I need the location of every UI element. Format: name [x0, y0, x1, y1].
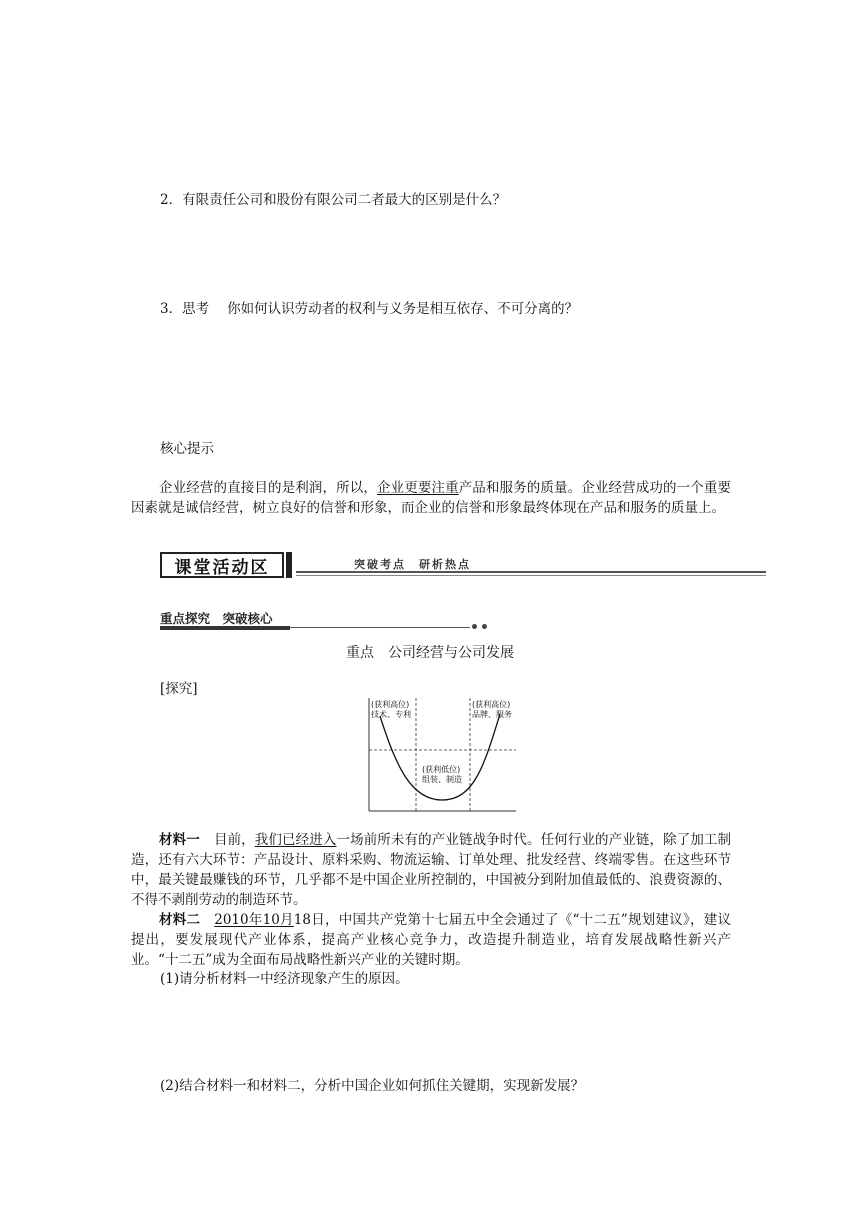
material-2-month-char: 月 — [279, 912, 294, 928]
banner-rule-thin — [296, 575, 766, 576]
material-2-text: 日，中国共产党第十七届五中全会通过了《“十二五”规划建议》，建议提出，要发展现代产业体系，提高产业核心竞争力，改造提升制造业，培育发展战略性新兴产业。“十二五”成为全面布局战略性新兴产业的关键时期。 — [131, 912, 731, 968]
material-2 — [131, 910, 731, 970]
core-text-a: 企业经营的直接目的是利润，所以， — [159, 480, 377, 496]
section-rule-thin — [290, 627, 470, 628]
right-label-2: 品牌、服务 — [472, 710, 512, 719]
question-2: 2．有限责任公司和股份有限公司二者最大的区别是什么？ — [160, 192, 507, 208]
core-text-b: 产品和服务的质量。企业经营成功的一个重要因素就是诚信经营，树立良好的信誉和形象，而企业的信誉和形象最终体现在产品和服务的质量上。 — [131, 480, 732, 516]
left-label-1: (获利高位) — [371, 700, 410, 709]
sub-question-1: (1)请分析材料一中经济现象产生的原因。 — [160, 971, 409, 987]
bottom-label-1: (获利低位) — [422, 765, 461, 774]
material-2-year: 2010 — [214, 912, 249, 928]
question-3-text: 你如何认识劳动者的权利与义务是相互依存、不可分离的？ — [227, 301, 579, 317]
material-1 — [131, 830, 731, 910]
smile-curve — [380, 714, 500, 800]
material-2-year-char: 年 — [248, 912, 263, 928]
explore-label: [探究] — [160, 681, 198, 697]
classroom-activity-banner: 课堂活动区 — [160, 552, 284, 578]
material-1-text: 一场前所未有的产业链战争时代。任何行业的产业链，除了加工制造，还有六大环节：产品设计、原料采购、物流运输、订单处理、批发经营、终端零售。在这些环节中，最关键最赚钱的环节，几乎都不是中国企业所控制的，中国被分到附加值最低的、浪费资源的、不得不剥削劳动的制造环节。 — [131, 832, 732, 908]
question-3 — [160, 300, 578, 318]
core-paragraph — [131, 478, 731, 518]
material-2-label: 材料二 — [159, 912, 201, 928]
core-heading: 核心提示 — [160, 441, 214, 457]
banner-rule — [296, 571, 766, 573]
section-dot — [482, 624, 487, 629]
section-dot — [472, 624, 477, 629]
core-text-underlined: 企业更要注重 — [376, 480, 459, 496]
right-label-1: (获利高位) — [472, 700, 511, 709]
bottom-label-2: 组装、制造 — [422, 775, 462, 784]
banner-subtitle: 突破考点 研析热点 — [354, 558, 471, 571]
section-rule — [160, 626, 290, 630]
section-title: 重点探究 突破核心 — [160, 611, 273, 626]
sub-question-2: (2)结合材料一和材料二，分析中国企业如何抓住关键期，实现新发展？ — [160, 1078, 585, 1094]
left-label-2: 技术、专利 — [371, 710, 411, 719]
material-1-lead: 目前， — [213, 832, 255, 848]
material-1-underlined: 我们已经进入 — [254, 832, 337, 848]
material-2-month: 10 — [262, 912, 280, 928]
smile-curve-diagram — [366, 696, 518, 814]
question-3-label: 3．思考 — [160, 301, 210, 317]
material-1-label: 材料一 — [159, 832, 200, 848]
material-2-day: 18 — [293, 912, 311, 928]
banner-bar — [286, 552, 292, 578]
key-point-title: 重点 公司经营与公司发展 — [346, 645, 514, 661]
